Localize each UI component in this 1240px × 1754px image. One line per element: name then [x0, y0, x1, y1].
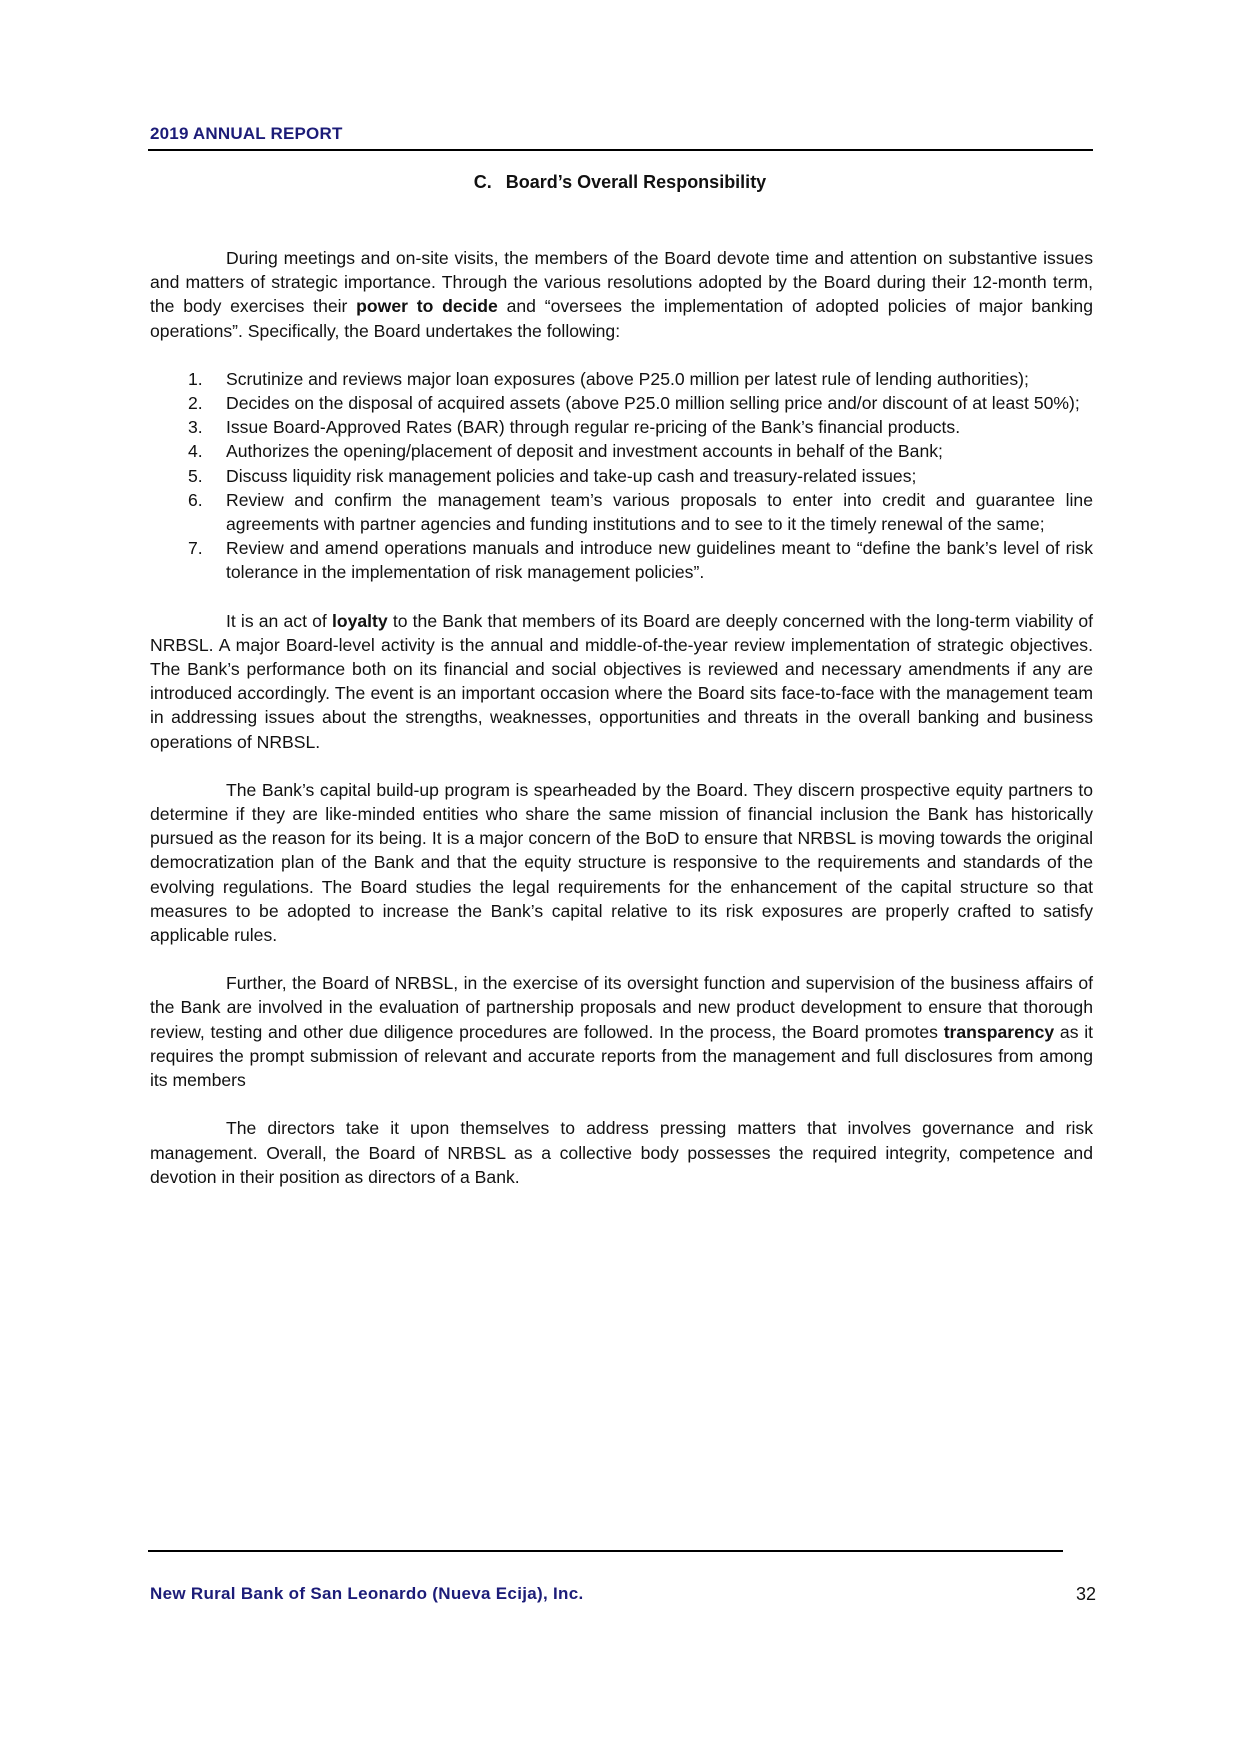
list-number: 7. [188, 538, 203, 559]
loyalty-text-1: It is an act of [226, 610, 332, 631]
list-number: 3. [188, 417, 203, 438]
list-item [150, 488, 1093, 536]
body-content [150, 246, 1093, 1213]
list-number: 1. [188, 368, 203, 389]
list-item [150, 391, 1093, 415]
list-number: 6. [188, 489, 203, 510]
responsibilities-list [150, 367, 1093, 585]
page-number: 32 [1075, 1584, 1096, 1604]
list-number: 5. [188, 465, 203, 486]
section-title-wrap [474, 172, 766, 193]
list-text: Issue Board-Approved Rates (BAR) through regular re-pricing of the Bank’s financial products. [226, 417, 961, 438]
list-text: Review and confirm the management team’s various proposals to enter into credit and guarantee line agreements with partner agencies and funding institutions and to see to it the timely renewal of the same; [226, 489, 1093, 535]
footer-organization: New Rural Bank of San Leonardo (Nueva Ecija), Inc. [150, 1584, 584, 1603]
footer-rule [148, 1550, 1063, 1552]
running-header: 2019 ANNUAL REPORT [150, 124, 343, 143]
section-letter: C. [473, 172, 492, 192]
intro-text-2: and “oversees the implementation of adopted policies of major banking operations”. Specifically, the Board undertakes the following: [150, 296, 1093, 341]
list-text: Discuss liquidity risk management policies and take-up cash and treasury-related issues; [226, 465, 917, 486]
header-rule [148, 149, 1093, 151]
oversight-paragraph [150, 971, 1093, 1092]
list-item [150, 536, 1093, 584]
intro-emphasis: power to decide [356, 296, 498, 317]
oversight-text-1: Further, the Board of NRBSL, in the exercise of its oversight function and supervision of the business affairs of the Bank are involved in the evaluation of partnership proposals and new product development to ensure that thorough review, testing and other due diligence procedures are followed. In the process, the Board promotes [150, 973, 1093, 1042]
section-title [0, 172, 1240, 193]
intro-paragraph [150, 246, 1093, 343]
list-text: Review and amend operations manuals and introduce new guidelines meant to “define the bank’s level of risk tolerance in the implementation of risk management policies”. [226, 538, 1093, 583]
section-title-text: Board’s Overall Responsibility [505, 172, 767, 192]
list-text: Decides on the disposal of acquired assets (above P25.0 million selling price and/or discount of at least 50%); [226, 393, 1080, 414]
list-number: 4. [188, 441, 203, 462]
list-item [150, 464, 1093, 488]
loyalty-emphasis: loyalty [331, 610, 388, 631]
list-text: Scrutinize and reviews major loan exposures (above P25.0 million per latest rule of lending authorities); [226, 368, 1029, 389]
capital-paragraph: The Bank’s capital build-up program is spearheaded by the Board. They discern prospective equity partners to determine if they are like-minded entities who share the same mission of financial inclusion the Bank has historically pursued as the reason for its being. It is a major concern of the BoD to ensure that NRBSL is moving towards the original democratization plan of the Bank and that the equity structure is responsive to the requirements and standards of the evolving regulations. The Board studies the legal requirements for the enhancement of the capital structure so that measures to be adopted to increase the Bank’s capital relative to its risk exposures are properly crafted to satisfy applicable rules. [150, 779, 1093, 946]
oversight-text-2: as it requires the prompt submission of relevant and accurate reports from the management and full disclosures from among its members [150, 1021, 1093, 1091]
oversight-emphasis: transparency [943, 1021, 1055, 1042]
loyalty-text-2: to the Bank that members of its Board are deeply concerned with the long-term viability of NRBSL. A major Board-level activity is the annual and middle-of-the-year review implementation of strategic objectives. The Bank’s performance both on its financial and social objectives is reviewed and necessary amendments if any are introduced accordingly. The event is an important occasion where the Board sits face-to-face with the management team in addressing issues about the strengths, weaknesses, opportunities and threats in the overall banking and business operations of NRBSL. [150, 610, 1093, 752]
list-item [150, 439, 1093, 463]
intro-text-1: During meetings and on-site visits, the members of the Board devote time and attention on substantive issues and matters of strategic importance. Through the various resolutions adopted by the Board during their 12-month term, the body exercises their [150, 248, 1093, 317]
list-text: Authorizes the opening/placement of deposit and investment accounts in behalf of the Bank; [226, 441, 943, 462]
list-number: 2. [188, 393, 203, 414]
loyalty-paragraph [150, 609, 1093, 754]
list-item [150, 415, 1093, 439]
closing-paragraph: The directors take it upon themselves to address pressing matters that involves governance and risk management. Overall, the Board of NRBSL as a collective body possesses the required integrity, competence and devotion in their position as directors of a Bank. [150, 1118, 1093, 1187]
list-item [150, 367, 1093, 391]
